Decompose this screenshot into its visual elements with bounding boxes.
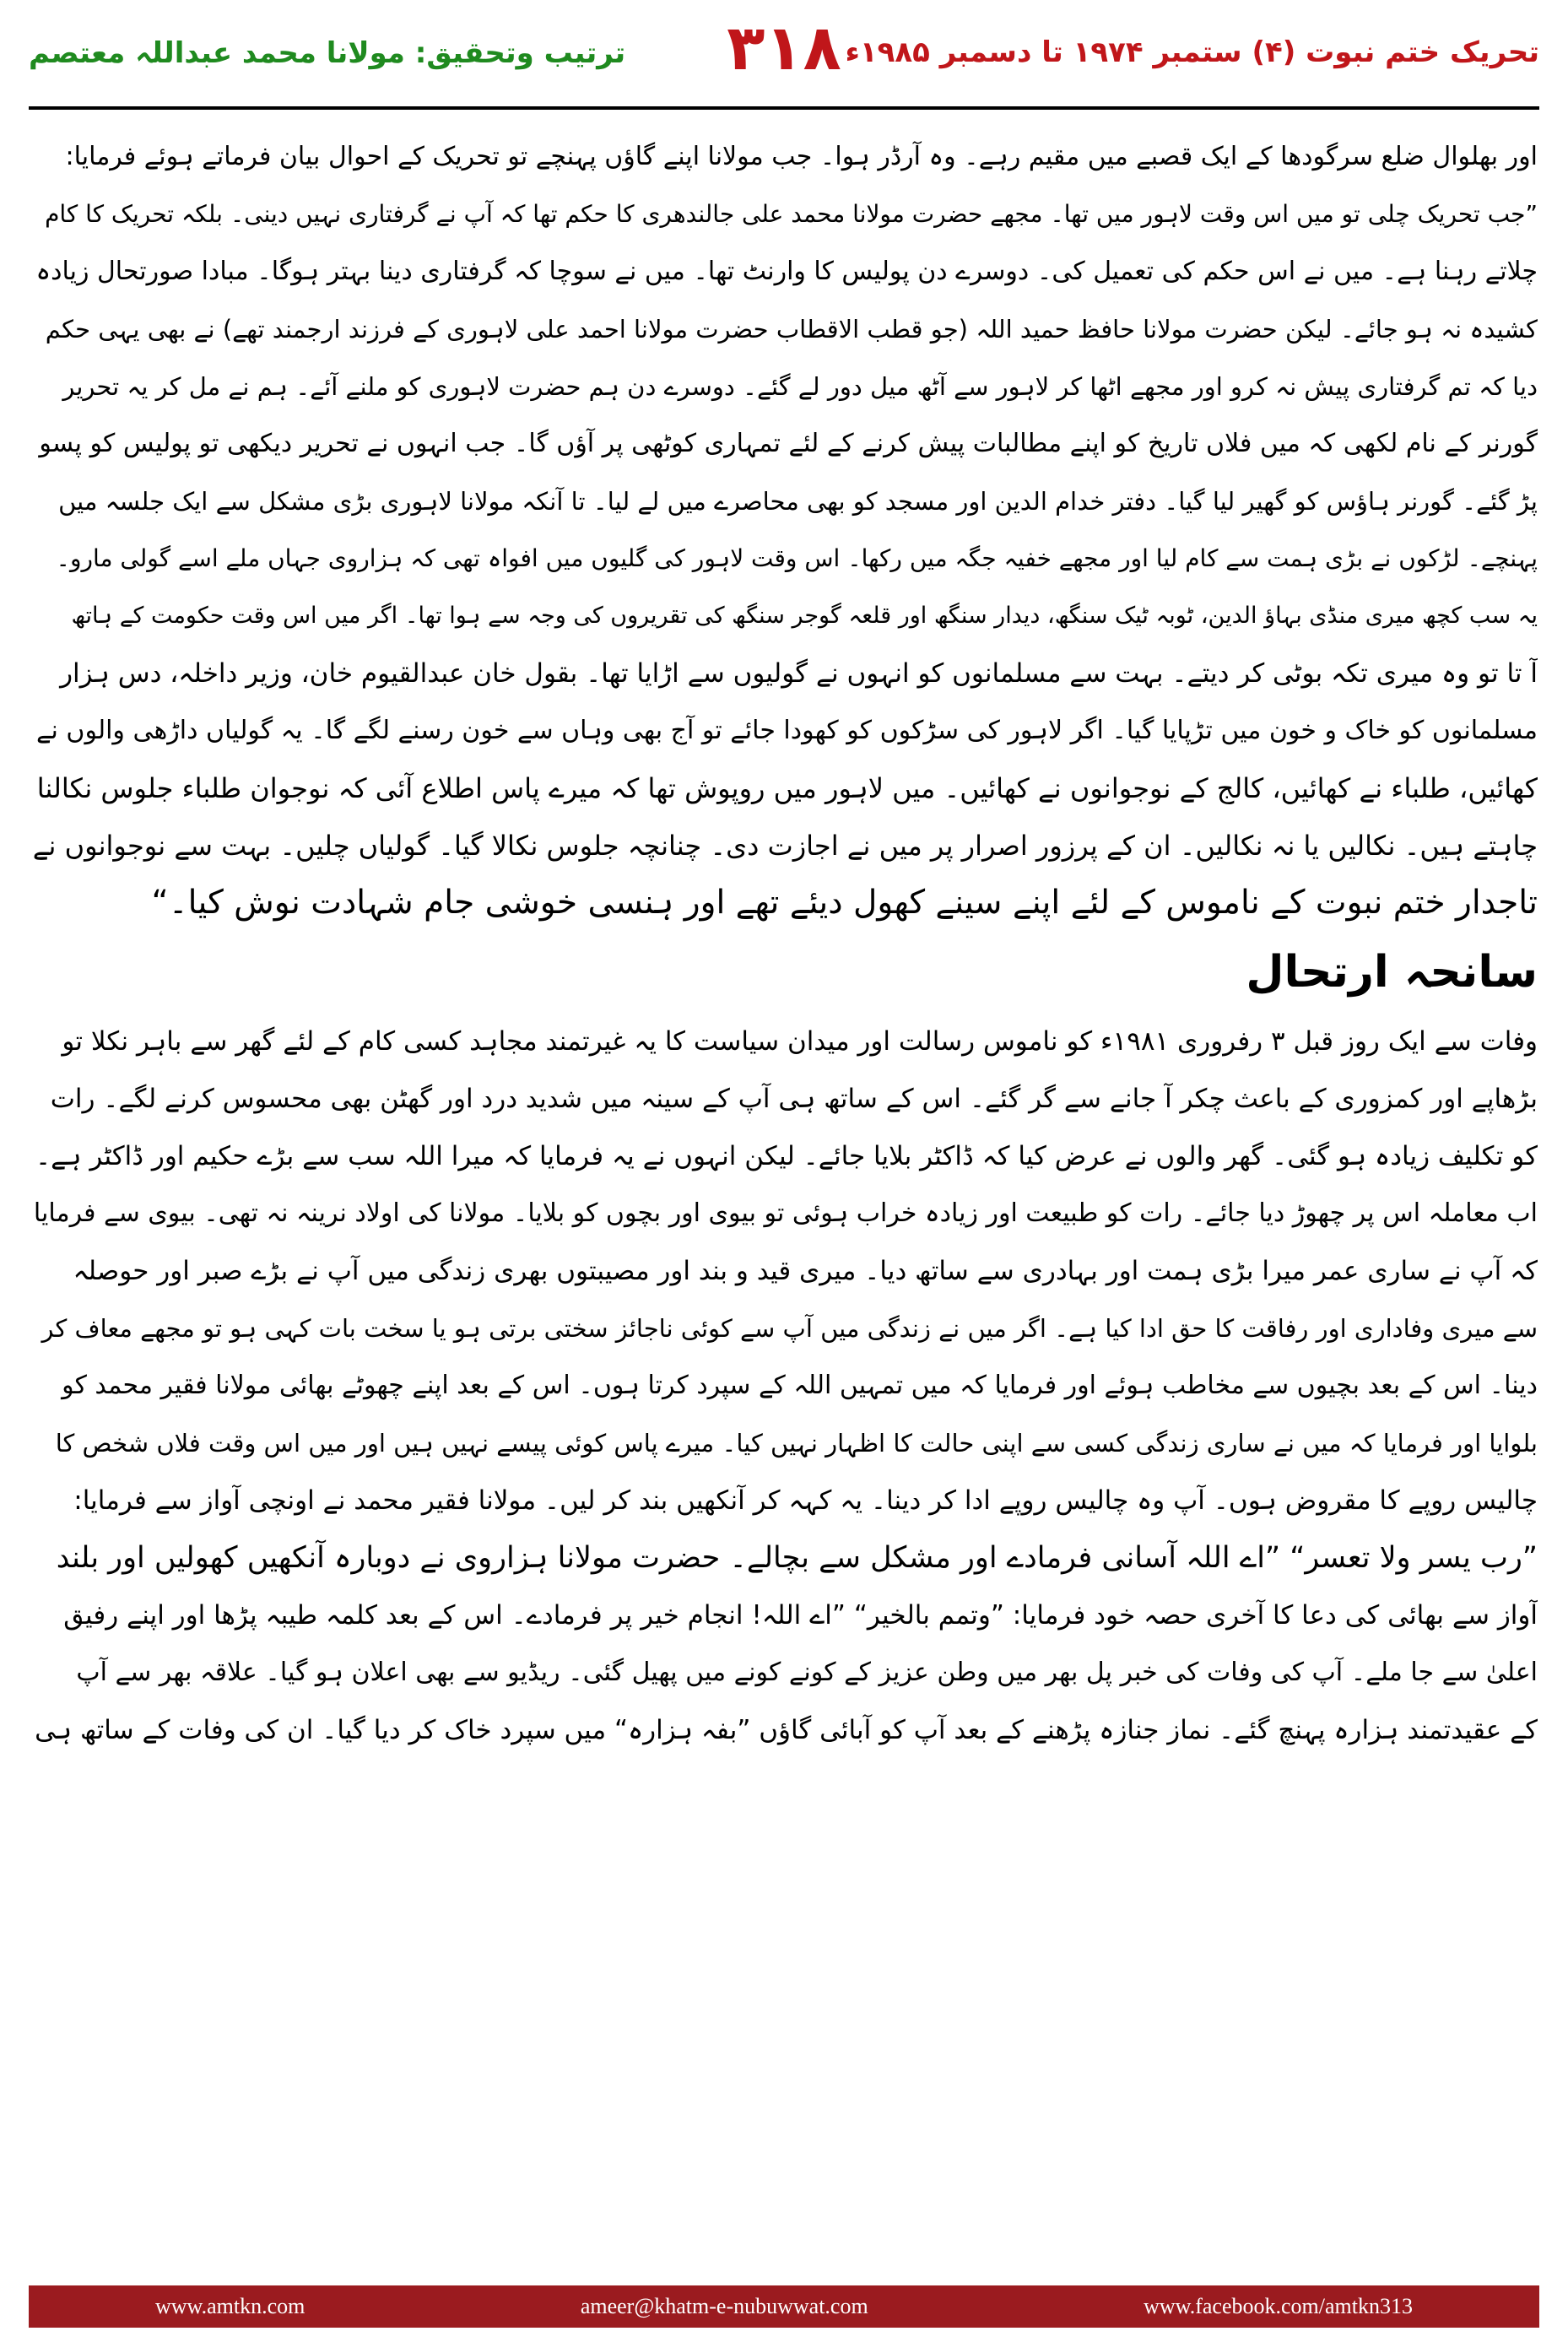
body-line: اب معاملہ اس پر چھوڑ دیا جائے۔ رات کو طبیعت اور زیادہ خراب ہوئی تو بیوی اور بچوں کو بلایا۔ مولانا کی اولاد نرینہ نہ تھی۔ بیوی سے فرمایا <box>33 1198 1538 1228</box>
body-line: آواز سے بھائی کی دعا کا آخری حصہ خود فرمایا: ”وتمم بالخیر“ ”اے اللہ! انجام خیر پر فرمادے۔ اس کے بعد کلمہ طیبہ پڑھا اور اپنے رفیق <box>63 1600 1538 1631</box>
body-line: اعلیٰ سے جا ملے۔ آپ کی وفات کی خبر پل بھر میں وطن عزیز کے کونے کونے میں پھیل گئی۔ ریڈیو سے بھی اعلان ہو گیا۔ علاقہ بھر سے آپ <box>76 1658 1538 1687</box>
footer-email-link[interactable]: ameer@khatm-e-nubuwwat.com <box>580 2294 868 2318</box>
body-line: ”رب یسر ولا تعسر“ ”اے اللہ آسانی فرمادے اور مشکل سے بچالے۔ حضرت مولانا ہزاروی نے دوبارہ آنکھیں کھولیں اور بلند <box>56 1541 1538 1575</box>
page-body <box>30 128 1538 1759</box>
body-line: پہنچے۔ لڑکوں نے بڑی ہمت سے کام لیا اور مجھے خفیہ جگہ میں رکھا۔ اس وقت لاہور کی گلیوں میں افواہ تھی کہ ہزاروی جہاں ملے اسے گولی مارو۔ <box>56 544 1538 572</box>
header-compiler: ترتیب وتحقیق: مولانا محمد عبداللہ معتصم <box>29 36 626 70</box>
header-divider <box>29 106 1539 110</box>
footer-facebook-link[interactable]: www.facebook.com/amtkn313 <box>1144 2294 1413 2318</box>
body-line: کشیدہ نہ ہو جائے۔ لیکن حضرت مولانا حافظ حمید اللہ (جو قطب الاقطاب حضرت مولانا احمد علی لاہوری کے فرزند ارجمند تھے) نے بھی یہی حکم <box>45 315 1538 343</box>
body-line: کہ آپ نے ساری عمر میرا بڑی ہمت اور بہادری سے ساتھ دیا۔ میری قید و بند اور مصیبتوں بھری زندگی میں آپ نے بڑے صبر اور حوصلہ <box>73 1256 1538 1286</box>
body-line: چاہتے ہیں۔ نکالیں یا نہ نکالیں۔ ان کے پرزور اصرار پر میں نے اجازت دی۔ چنانچہ جلوس نکالا گیا۔ گولیاں چلیں۔ بہت سے نوجوانوں نے <box>32 830 1538 862</box>
body-line: سے میری وفاداری اور رفاقت کا حق ادا کیا ہے۔ اگر میں نے زندگی میں آپ سے کوئی ناجائز سختی برتی ہو یا سخت بات کہی ہو تو مجھے معاف کر <box>41 1314 1538 1343</box>
page-footer <box>29 2285 1539 2328</box>
body-line: کھائیں، طلباء نے کھائیں، کالج کے نوجوانوں نے کھائیں۔ میں لاہور میں روپوش تھا کہ میرے پاس اطلاع آئی کہ نوجوان طلباء جلوس نکالنا <box>36 772 1538 804</box>
body-line: بلوایا اور فرمایا کہ میں نے ساری زندگی کسی سے اپنی حالت کا اظہار نہیں کیا۔ میرے پاس کوئی پیسے نہیں ہیں اور میں اس وقت فلاں شخص کا <box>55 1429 1538 1458</box>
body-line: کو تکلیف زیادہ ہو گئی۔ گھر والوں نے عرض کیا کہ ڈاکٹر بلایا جائے۔ لیکن انہوں نے یہ فرمایا کہ میرا اللہ سب سے بڑے حکیم اور ڈاکٹر ہے۔ <box>35 1141 1538 1171</box>
page-number: ۳۱۸ <box>727 12 841 84</box>
body-line: چالیس روپے کا مقروض ہوں۔ آپ وہ چالیس روپے ادا کر دینا۔ یہ کہہ کر آنکھیں بند کر لیں۔ مولانا فقیر محمد نے اونچی آواز سے فرمایا: <box>73 1485 1538 1516</box>
body-line: بڑھاپے اور کمزوری کے باعث چکر آ جانے سے گر گئے۔ اس کے ساتھ ہی آپ کے سینہ میں شدید درد اور گھٹن بھی محسوس کرنے لگے۔ رات <box>50 1084 1538 1114</box>
body-line: تاجدار ختم نبوت کے ناموس کے لئے اپنے سینے کھول دیئے تھے اور ہنسی خوشی جام شہادت نوش کیا۔“ <box>151 884 1538 922</box>
body-line: اور بھلوال ضلع سرگودھا کے ایک قصبے میں مقیم رہے۔ وہ آرڈر ہوا۔ جب مولانا اپنے گاؤں پہنچے تو تحریک کے احوال بیان فرماتے ہوئے فرمایا: <box>65 142 1538 171</box>
body-line: دینا۔ اس کے بعد بچیوں سے مخاطب ہوئے اور فرمایا کہ میں تمہیں اللہ کے سپرد کرتا ہوں۔ اس کے بعد اپنے چھوٹے بھائی مولانا فقیر محمد کو <box>62 1371 1538 1400</box>
page-header <box>29 12 1539 111</box>
body-line: پڑ گئے۔ گورنر ہاؤس کو گھیر لیا گیا۔ دفتر خدام الدین اور مسجد کو بھی محاصرے میں لے لیا۔ تا آنکہ مولانا لاہوری بڑی مشکل سے ایک جلسہ میں <box>58 487 1538 516</box>
body-line: گورنر کے نام لکھی کہ میں فلاں تاریخ کو اپنے مطالبات پیش کرنے کے لئے تمہاری کوٹھی پر آؤں گا۔ جب انہوں نے تحریر دیکھی تو پولیس کو پسو <box>39 429 1538 458</box>
body-line: کے عقیدتمند ہزارہ پہنچ گئے۔ نماز جنازہ پڑھنے کے بعد آپ کو آبائی گاؤں ”بفہ ہزارہ“ میں سپرد خاک کر دیا گیا۔ ان کی وفات کے ساتھ ہی <box>35 1715 1538 1745</box>
section-heading: سانحہ ارتحال <box>1246 947 1538 998</box>
body-line: وفات سے ایک روز قبل ۳ رفروری ۱۹۸۱ء کو ناموس رسالت اور میدان سیاست کا یہ غیرتمند مجاہد کسی کام کے لئے گھر سے باہر نکلا تو <box>62 1026 1538 1057</box>
footer-website-link[interactable]: www.amtkn.com <box>155 2294 305 2318</box>
body-line: مسلمانوں کو خاک و خون میں تڑپایا گیا۔ اگر لاہور کی سڑکوں کو کھودا جائے تو آج بھی وہاں سے خون رسنے لگے گا۔ یہ گولیاں داڑھی والوں نے <box>35 716 1538 745</box>
body-line: آ تا تو وہ میری تکہ بوٹی کر دیتے۔ بہت سے مسلمانوں کو انہوں نے گولیوں سے اڑایا تھا۔ بقول خان عبدالقیوم خان، وزیر داخلہ، دس ہزار <box>60 658 1538 689</box>
body-line: دیا کہ تم گرفتاری پیش نہ کرو اور مجھے اٹھا کر لاہور سے آٹھ میل دور لے گئے۔ دوسرے دن ہم حضرت لاہوری کو ملنے آئے۔ ہم نے مل کر یہ تحریر <box>62 372 1538 401</box>
body-line: ”جب تحریک چلی تو میں اس وقت لاہور میں تھا۔ مجھے حضرت مولانا محمد علی جالندھری کا حکم تھا کہ آپ نے گرفتاری نہیں دینی۔ بلکہ تحریک کا کام <box>45 200 1538 228</box>
header-book-title: تحریک ختم نبوت (۴) ستمبر ۱۹۷۴ تا دسمبر ۱۹۸۵ء <box>845 35 1539 69</box>
body-line: یہ سب کچھ میری منڈی بہاؤ الدین، ٹوبہ ٹیک سنگھ، دیدار سنگھ اور قلعہ گوجر سنگھ کی تقریروں کی وجہ سے ہوا تھا۔ اگر میں اس وقت حکومت کے ہاتھ <box>71 603 1538 629</box>
body-line: چلاتے رہنا ہے۔ میں نے اس حکم کی تعمیل کی۔ دوسرے دن پولیس کا وارنٹ تھا۔ میں نے سوچا کہ گرفتاری دینا بہتر ہوگا۔ مبادا صورتحال زیادہ <box>35 257 1538 286</box>
